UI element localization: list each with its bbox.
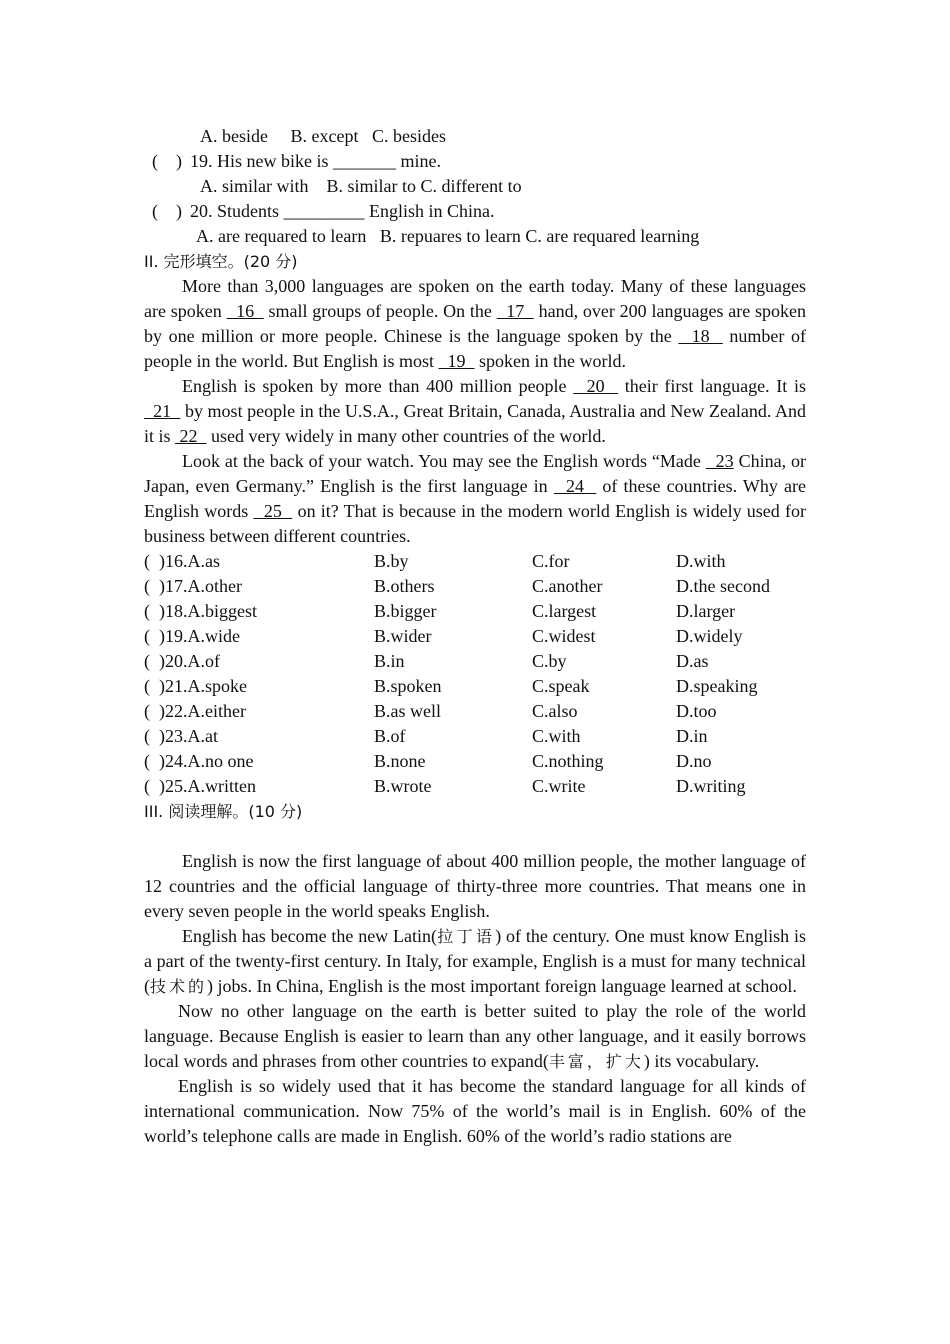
- choice-number-a: ( )21.A.spoke: [144, 676, 247, 696]
- choice-b: B.by: [374, 551, 409, 571]
- choice-row: [144, 749, 806, 774]
- choice-number-a: ( )22.A.either: [144, 701, 246, 721]
- choice-d: D.writing: [676, 776, 746, 796]
- text-run: on it? That is because in the modern world English is widely used for business between different countries.: [144, 501, 807, 546]
- choice-number-a: ( )16.A.as: [144, 551, 220, 571]
- cloze-choices-table: [144, 549, 806, 799]
- question-19: [144, 149, 806, 174]
- choice-number-a: ( )23.A.at: [144, 726, 218, 746]
- chinese-gloss-expand: 丰富，扩大: [548, 1052, 644, 1071]
- choice-row: [144, 674, 806, 699]
- blank-16: 16: [226, 301, 264, 321]
- choice-c: C.write: [532, 776, 586, 796]
- text-run: used very widely in many other countries of the world.: [206, 426, 606, 446]
- choice-number-a: ( )17.A.other: [144, 576, 242, 596]
- choice-row: [144, 549, 806, 574]
- choice-d: D.larger: [676, 601, 736, 621]
- choice-c: C.by: [532, 651, 567, 671]
- blank-23: 23: [705, 451, 734, 471]
- question-20-text: 20. Students _________ English in China.: [190, 201, 495, 221]
- choice-c: C.widest: [532, 626, 596, 646]
- text-run: small groups of people. On the: [263, 301, 497, 321]
- text-run: ) its vocabulary.: [643, 1051, 760, 1071]
- choice-number-a: ( )19.A.wide: [144, 626, 240, 646]
- choice-number-a: ( )24.A.no one: [144, 751, 254, 771]
- reading-paragraph-1: English is now the first language of about 400 million people, the mother language of 12 countries and the official language of thirty-three more countries. That means one in every seven people in the world speaks English.: [144, 851, 806, 921]
- choice-row: [144, 574, 806, 599]
- choice-b: B.as well: [374, 701, 441, 721]
- choice-row: [144, 774, 806, 799]
- text-run: ) of the century. One must know English is a part of the twenty-first century. In Italy, for example, English is a must for many technical (: [144, 926, 806, 996]
- text-run: Look at the back of your watch. You may see the English words “Made: [182, 451, 706, 471]
- choice-d: D.no: [676, 751, 712, 771]
- choice-d: D.as: [676, 651, 709, 671]
- q18-options: A. beside B. except C. besides: [200, 126, 446, 146]
- text-run: China, or Japan, even Germany.” English is the first language in: [144, 451, 807, 496]
- text-run: More than 3,000 languages are spoken on the earth today. Many of these languages are spoken: [144, 276, 806, 321]
- choice-d: D.with: [676, 551, 726, 571]
- text-run: number of people in the world. But English is most: [144, 326, 806, 371]
- blank-22: 22: [175, 426, 207, 446]
- choice-c: C.speak: [532, 676, 590, 696]
- choice-b: B.others: [374, 576, 435, 596]
- q20-options: A. are requared to learn B. repuares to learn C. are requared learning: [196, 226, 700, 246]
- text-run: spoken in the world.: [474, 351, 626, 371]
- choice-c: C.for: [532, 551, 570, 571]
- text-run: English has become the new Latin(: [182, 926, 437, 946]
- choice-c: C.nothing: [532, 751, 604, 771]
- choice-d: D.too: [676, 701, 717, 721]
- text-run: hand, over 200 languages are spoken by one million or more people. Chinese is the language spoken by the: [144, 301, 806, 346]
- spacer: [144, 824, 806, 849]
- text-run: their first language. It is: [618, 376, 806, 396]
- choice-d: D.in: [676, 726, 708, 746]
- cloze-passage: [144, 274, 806, 549]
- cloze-paragraph-3: [144, 449, 806, 549]
- section-3-heading: III. 阅读理解。(10 分): [144, 802, 303, 821]
- choice-number-a: ( )25.A.written: [144, 776, 256, 796]
- choice-c: C.with: [532, 726, 581, 746]
- page-content: [144, 124, 806, 1149]
- text-run: English is spoken by more than 400 million people: [182, 376, 574, 396]
- reading-paragraph-3: [144, 999, 806, 1074]
- choice-c: C.another: [532, 576, 603, 596]
- cloze-paragraph-1: [144, 274, 806, 374]
- text-run: of these countries. Why are English words: [144, 476, 806, 521]
- question-19-text: 19. His new bike is _______ mine.: [190, 151, 441, 171]
- choice-row: [144, 624, 806, 649]
- blank-19: 19: [438, 351, 475, 371]
- choice-row: [144, 599, 806, 624]
- choice-b: B.of: [374, 726, 406, 746]
- choice-c: C.also: [532, 701, 578, 721]
- blank-20: 20: [573, 376, 619, 396]
- choice-b: B.in: [374, 651, 405, 671]
- answer-blank-20: ( ): [152, 201, 182, 221]
- section-2-heading: II. 完形填空。(20 分): [144, 252, 298, 271]
- blank-24: 24: [553, 476, 597, 496]
- choice-number-a: ( )20.A.of: [144, 651, 220, 671]
- choice-row: [144, 724, 806, 749]
- blank-18: 18: [678, 326, 723, 346]
- choice-c: C.largest: [532, 601, 597, 621]
- choice-b: B.none: [374, 751, 426, 771]
- choice-number-a: ( )18.A.biggest: [144, 601, 257, 621]
- choice-b: B.bigger: [374, 601, 437, 621]
- choice-row: [144, 649, 806, 674]
- choice-b: B.wider: [374, 626, 432, 646]
- choice-d: D.the second: [676, 576, 770, 596]
- text-run: ) jobs. In China, English is the most important foreign language learned at school.: [207, 976, 797, 996]
- reading-paragraph-2: [144, 924, 806, 999]
- blank-25: 25: [253, 501, 293, 521]
- choice-d: D.speaking: [676, 676, 758, 696]
- choice-b: B.spoken: [374, 676, 442, 696]
- blank-17: 17: [496, 301, 534, 321]
- cloze-paragraph-2: [144, 374, 806, 449]
- chinese-gloss-latin: 拉丁语: [436, 927, 496, 946]
- text-run: Now no other language on the earth is better suited to play the role of the world language. Because English is easier to learn than any other language, and it easily borrows local words and phrases from other countries to expand(: [144, 1001, 806, 1071]
- blank-21: 21: [144, 401, 181, 421]
- reading-paragraph-4: English is so widely used that it has become the standard language for all kinds of international communication. Now 75% of the world’s mail is in English. 60% of the world’s telephone calls are made in English. 60% of the world’s radio stations are: [144, 1076, 806, 1146]
- q19-options: A. similar with B. similar to C. different to: [200, 176, 522, 196]
- answer-blank-19: ( ): [152, 151, 182, 171]
- chinese-gloss-technical: 技术的: [150, 977, 208, 996]
- text-run: by most people in the U.S.A., Great Britain, Canada, Australia and New Zealand. And it is: [144, 401, 807, 446]
- choice-row: [144, 699, 806, 724]
- question-20: [144, 199, 806, 224]
- choice-b: B.wrote: [374, 776, 432, 796]
- reading-passage: [144, 849, 806, 1149]
- choice-d: D.widely: [676, 626, 743, 646]
